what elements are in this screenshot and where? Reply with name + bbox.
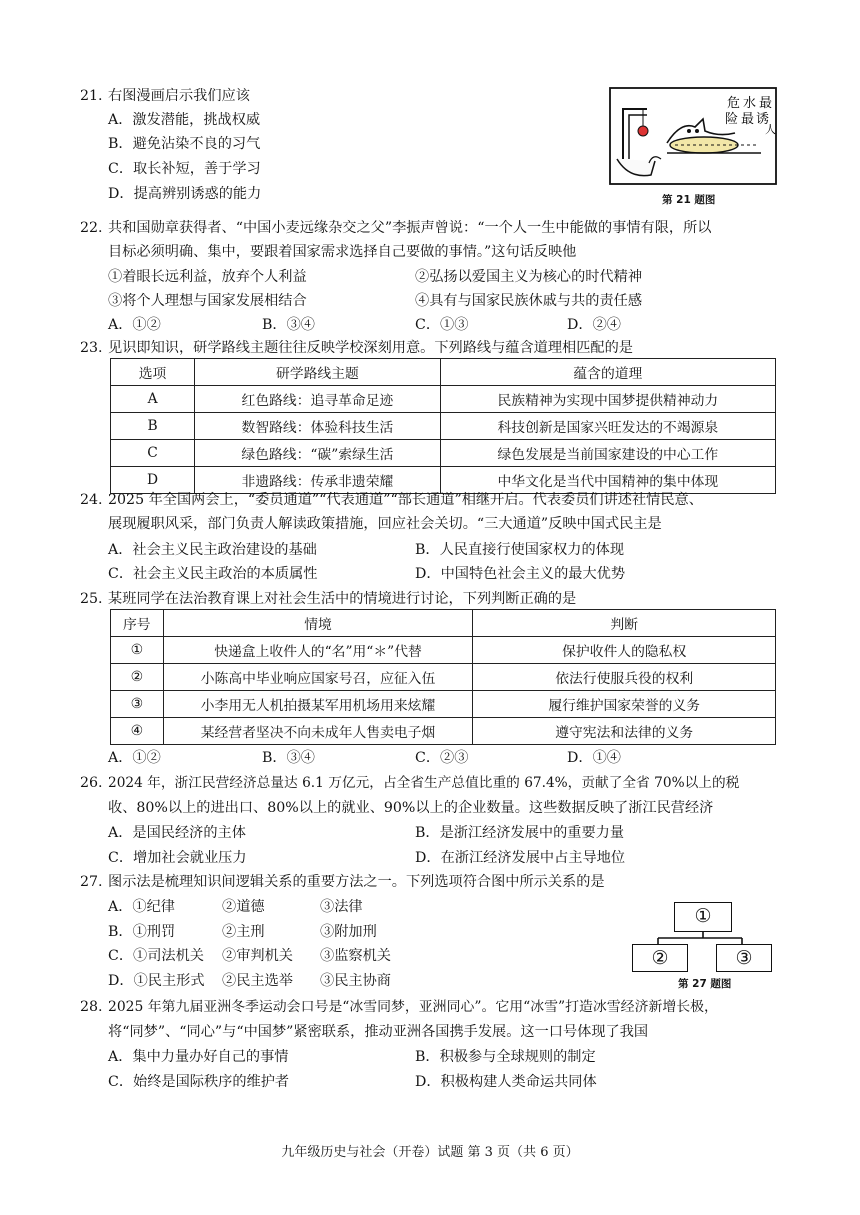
table-row <box>111 440 776 467</box>
option-d[interactable]: D．在浙江经济发展中占主导地位 <box>415 850 626 866</box>
option-c[interactable]: C．①司法机关 <box>108 948 204 964</box>
table-cell: 绿色路线：“碳”索绿生活 <box>195 440 441 467</box>
option-d-item-3: ③民主协商 <box>320 973 391 989</box>
question-stem: 见识即知识，研学路线主题往往反映学校深刻用意。下列路线与蕴含道理相匹配的是 <box>108 340 633 356</box>
question-stem: 右图漫画启示我们应该 <box>108 88 250 104</box>
table-header-row <box>111 359 776 386</box>
option-a[interactable]: A．①② <box>108 317 161 333</box>
table-cell: 小陈高中毕业响应国家号召，应征入伍 <box>163 664 473 691</box>
option-a[interactable]: A．激发潜能，挑战权威 <box>108 112 261 128</box>
option-a[interactable]: A．①纪律 <box>108 899 175 915</box>
comic-text-2: 水 <box>743 96 757 111</box>
table-cell: ④ <box>111 718 164 745</box>
page-footer: 九年级历史与社会（开卷）试题 第 3 页（共 6 页） <box>281 1145 579 1160</box>
option-b[interactable]: B．①刑罚 <box>108 924 176 940</box>
table-cell: 快递盒上收件人的“名”用“＊”代替 <box>163 637 473 664</box>
figure-caption-27: 第 27 题图 <box>678 978 732 990</box>
table-row <box>111 718 776 745</box>
statement-3: ③将个人理想与国家发展相结合 <box>108 293 307 309</box>
table-header: 选项 <box>111 359 195 386</box>
option-a[interactable]: A．是国民经济的主体 <box>108 825 246 841</box>
option-b[interactable]: B．人民直接行使国家权力的体现 <box>415 542 625 558</box>
option-d[interactable]: D．中国特色社会主义的最大优势 <box>415 566 626 582</box>
option-c-item-3: ③监察机关 <box>320 948 391 964</box>
table-cell: D <box>111 467 195 494</box>
table-cell: ② <box>111 664 164 691</box>
comic-figure-21 <box>609 87 777 185</box>
comic-text-1: 危 <box>727 96 741 111</box>
comic-text-3: 最 <box>759 96 773 111</box>
option-c[interactable]: C．取长补短，善于学习 <box>108 161 261 177</box>
question-number: 24. <box>80 492 103 508</box>
option-a-item-2: ②道德 <box>222 899 265 915</box>
comic-text-7: 人 <box>765 123 776 136</box>
table-row <box>111 691 776 718</box>
option-c-item-2: ②审判机关 <box>222 948 293 964</box>
table-header: 情境 <box>163 610 473 637</box>
question-number: 25. <box>80 591 103 607</box>
question-stem: 某班同学在法治教育课上对社会生活中的情境进行讨论，下列判断正确的是 <box>108 591 577 607</box>
option-c[interactable]: C．①③ <box>415 317 469 333</box>
option-b-item-2: ②主刑 <box>222 924 265 940</box>
option-a[interactable]: A．①② <box>108 750 161 766</box>
table-cell: 小李用无人机拍摄某军用机场用来炫耀 <box>163 691 473 718</box>
question-stem-line-2: 收、80%以上的进出口、80%以上的就业、90%以上的企业数量。这些数据反映了浙江民营经济 <box>108 800 714 816</box>
question-number: 22. <box>80 220 103 236</box>
option-c[interactable]: C．社会主义民主政治的本质属性 <box>108 566 318 582</box>
option-c[interactable]: C．②③ <box>415 750 469 766</box>
table-header: 蕴含的道理 <box>440 359 775 386</box>
option-a[interactable]: A．集中力量办好自己的事情 <box>108 1049 289 1065</box>
option-c[interactable]: C．始终是国际秩序的维护者 <box>108 1074 290 1090</box>
table-row <box>111 413 776 440</box>
option-c[interactable]: C．增加社会就业压力 <box>108 850 247 866</box>
table-cell: 中华文化是当代中国精神的集中体现 <box>440 467 775 494</box>
option-d[interactable]: D．②④ <box>567 317 621 333</box>
table-cell: B <box>111 413 195 440</box>
relation-diagram-27 <box>632 900 774 972</box>
statement-2: ②弘扬以爱国主义为核心的时代精神 <box>415 269 643 285</box>
option-b[interactable]: B．积极参与全球规则的制定 <box>415 1049 596 1065</box>
question-stem-line-1: 2024 年，浙江民营经济总量达 6.1 万亿元，占全省生产总值比重的 67.4%，贡献了全省 70%以上的税 <box>108 775 740 791</box>
question-number: 21. <box>80 88 103 104</box>
question-stem-line-2: 将“同梦”、“同心”与“中国梦”紧密联系，推动亚洲各国携手发展。这一口号体现了我国 <box>108 1024 649 1040</box>
option-b[interactable]: B．避免沾染不良的习气 <box>108 136 261 152</box>
option-b[interactable]: B．③④ <box>262 317 315 333</box>
option-b[interactable]: B．③④ <box>262 750 315 766</box>
question-number: 28. <box>80 999 103 1015</box>
table-cell: ① <box>111 637 164 664</box>
table-cell: ③ <box>111 691 164 718</box>
question-stem-line-1: 2025 年第九届亚洲冬季运动会口号是“冰雪同梦，亚洲同心”。它用“冰雪”打造冰雪经济新增长极， <box>108 999 718 1015</box>
comic-text-4: 险 <box>725 112 739 127</box>
option-b-item-3: ③附加刑 <box>320 924 377 940</box>
table-row <box>111 386 776 413</box>
question-number: 27. <box>80 874 103 890</box>
option-d[interactable]: D．提高辨别诱惑的能力 <box>108 186 262 202</box>
question-stem: 图示法是梳理知识间逻辑关系的重要方法之一。下列选项符合图中所示关系的是 <box>108 874 605 890</box>
question-number: 26. <box>80 775 103 791</box>
table-cell: 依法行使服兵役的权利 <box>473 664 776 691</box>
table-header: 研学路线主题 <box>195 359 441 386</box>
table-header-row <box>111 610 776 637</box>
table-cell: 绿色发展是当前国家建设的中心工作 <box>440 440 775 467</box>
table-cell: 遵守宪法和法律的义务 <box>473 718 776 745</box>
table-header: 判断 <box>473 610 776 637</box>
question-stem-line-1: 2025 年全国两会上，“委员通道”“代表通道”“部长通道”相继开启。代表委员们讲述社情民意、 <box>108 492 703 508</box>
diagram-box-2: ② <box>632 944 688 972</box>
option-d[interactable]: D．①民主形式 <box>108 973 205 989</box>
question-stem-line-1: 共和国勋章获得者、“中国小麦远缘杂交之父”李振声曾说：“一个人一生中能做的事情有限，所以 <box>108 220 712 236</box>
study-route-table <box>110 358 776 494</box>
comic-text-6: 诱 <box>756 112 770 127</box>
table-cell: C <box>111 440 195 467</box>
question-stem-line-2: 目标必须明确、集中，要跟着国家需求选择自己要做的事情。”这句话反映他 <box>108 244 577 260</box>
table-cell: 科技创新是国家兴旺发达的不竭源泉 <box>440 413 775 440</box>
statement-1: ①着眼长远利益，放弃个人利益 <box>108 269 307 285</box>
question-number: 23. <box>80 340 103 356</box>
table-cell: 保护收件人的隐私权 <box>473 637 776 664</box>
option-d[interactable]: D．积极构建人类命运共同体 <box>415 1074 597 1090</box>
table-header: 序号 <box>111 610 164 637</box>
comic-illustration <box>609 87 777 185</box>
table-cell: 履行维护国家荣誉的义务 <box>473 691 776 718</box>
table-row <box>111 637 776 664</box>
table-cell: A <box>111 386 195 413</box>
comic-text-5: 最 <box>741 112 755 127</box>
table-cell: 民族精神为实现中国梦提供精神动力 <box>440 386 775 413</box>
table-cell: 非遗路线：传承非遗荣耀 <box>195 467 441 494</box>
option-a[interactable]: A．社会主义民主政治建设的基础 <box>108 542 317 558</box>
question-stem-line-2: 展现履职风采，部门负责人解读政策措施，回应社会关切。“三大通道”反映中国式民主是 <box>108 516 662 532</box>
law-situation-table <box>110 609 776 745</box>
table-cell: 某经营者坚决不向未成年人售卖电子烟 <box>163 718 473 745</box>
table-cell: 红色路线：追寻革命足迹 <box>195 386 441 413</box>
option-a-item-3: ③法律 <box>320 899 363 915</box>
option-d[interactable]: D．①④ <box>567 750 621 766</box>
table-cell: 数智路线：体验科技生活 <box>195 413 441 440</box>
option-b[interactable]: B．是浙江经济发展中的重要力量 <box>415 825 625 841</box>
diagram-box-1: ① <box>674 902 732 932</box>
figure-caption-21: 第 21 题图 <box>662 194 716 206</box>
table-row <box>111 664 776 691</box>
option-d-item-2: ②民主选举 <box>222 973 293 989</box>
diagram-box-3: ③ <box>716 944 772 972</box>
statement-4: ④具有与国家民族休戚与共的责任感 <box>415 293 643 309</box>
